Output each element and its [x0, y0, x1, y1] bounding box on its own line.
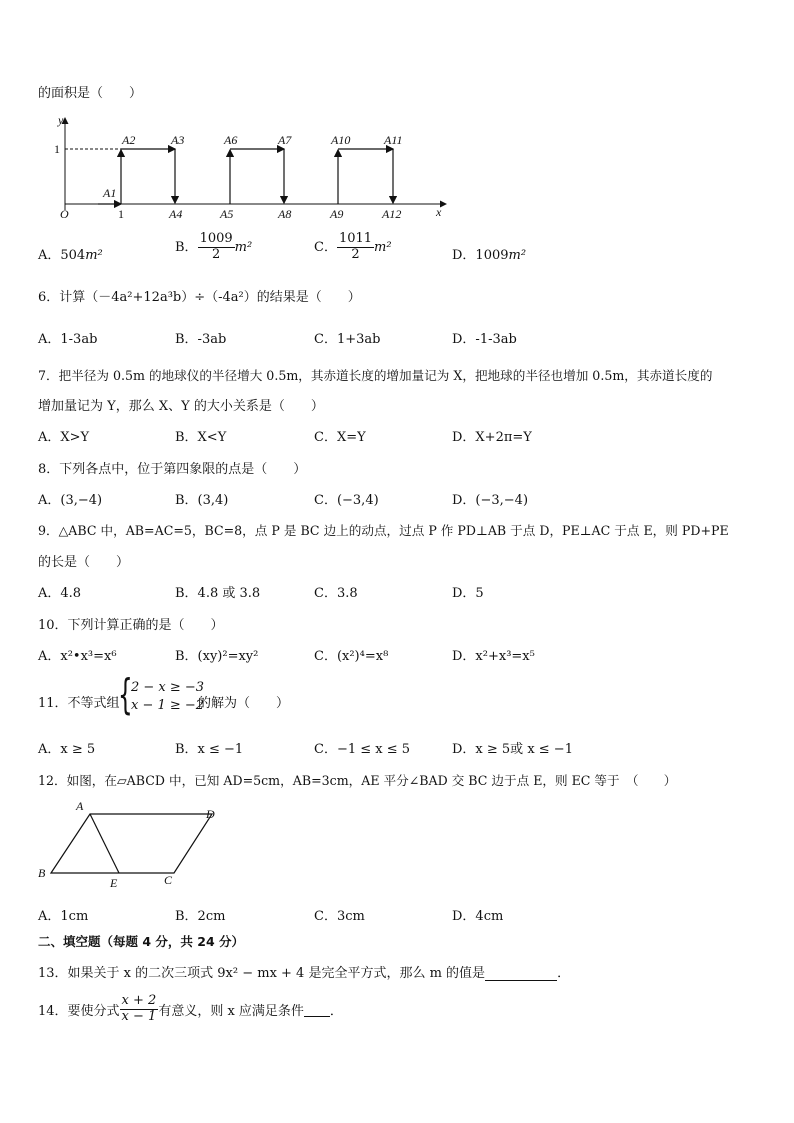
q5-option-d: D．1009m² — [452, 248, 527, 263]
label-A5: A5 — [220, 207, 234, 221]
q8-option-d: D．(−3,−4) — [452, 493, 529, 508]
q6-option-c: C．1+3ab — [314, 332, 381, 347]
q9-option-c: C．3.8 — [314, 586, 358, 601]
q9-stem-line1: 9．△ABC 中，AB=AC=5，BC=8，点 P 是 BC 边上的动点，过点 P 作 PD⊥AB 于点 D，PE⊥AC 于点 E，则 PD+PE — [38, 523, 729, 538]
label-A3: A3 — [171, 133, 185, 147]
q10-option-a: A．x²•x³=x⁶ — [38, 649, 117, 664]
label-one-y: 1 — [54, 142, 60, 156]
q7-stem-line2: 增加量记为 Y，那么 X、Y 的大小关系是（ ） — [38, 399, 324, 414]
q5-figure — [38, 112, 458, 224]
q11-option-a: A．x ≥ 5 — [38, 742, 96, 757]
label-A4: A4 — [169, 207, 183, 221]
q10-option-d: D．x²+x³=x⁵ — [452, 649, 535, 664]
q10-option-b: B．(xy)²=xy² — [175, 649, 259, 664]
q13-answer-blank[interactable] — [485, 965, 557, 981]
parallelogram-ABCD — [51, 814, 212, 873]
q6-option-b: B．-3ab — [175, 332, 227, 347]
q14-stem: 14．要使分式 $\frac{x + 2}{x - 1}$ 有意义，则 x 应满足条件 ． — [38, 993, 343, 1024]
q7-stem-line1: 7．把半径为 0.5m 的地球仪的半径增大 0.5m，其赤道长度的增加量记为 X，把地球的半径也增加 0.5m，其赤道长度的 — [38, 368, 713, 383]
q8-option-c: C．(−3,4) — [314, 493, 379, 508]
q5-option-b: B． $\frac{1009}{2}$ m² — [175, 231, 253, 262]
q7-option-d: D．X+2π=Y — [452, 430, 532, 445]
label-E: E — [110, 876, 118, 890]
q9-stem-line2: 的长是（ ） — [38, 555, 130, 570]
label-x: x — [436, 205, 442, 219]
q8-stem: 8．下列各点中，位于第四象限的点是（ ） — [38, 462, 307, 477]
q5-stem-tail: 的面积是（ ） — [38, 86, 143, 101]
q11-option-b: B．x ≤ −1 — [175, 742, 244, 757]
q6-option-a: A．1-3ab — [38, 332, 98, 347]
label-A6: A6 — [224, 133, 238, 147]
q12-option-c: C．3cm — [314, 909, 365, 924]
label-A7: A7 — [278, 133, 292, 147]
q6-stem: 6．计算（－4a²+12a³b）÷（-4a²）的结果是（ ） — [38, 290, 361, 305]
label-origin: O — [60, 207, 69, 221]
q6-option-d: D．-1-3ab — [452, 332, 517, 347]
q7-option-c: C．X=Y — [314, 430, 366, 445]
q9-option-a: A．4.8 — [38, 586, 82, 601]
label-one-x: 1 — [118, 207, 124, 221]
q10-stem: 10．下列计算正确的是（ ） — [38, 618, 224, 633]
label-A9: A9 — [330, 207, 344, 221]
q9-option-d: D．5 — [452, 586, 484, 601]
label-A11: A11 — [384, 133, 403, 147]
label-A1: A1 — [103, 186, 117, 200]
q13-stem: 13．如果关于 x 的二次三项式 9x² − mx + 4 是完全平方式，那么 m 的值是 ． — [38, 966, 571, 981]
q5-option-a: A．504m² — [38, 248, 103, 263]
label-D: D — [206, 807, 215, 821]
label-A: A — [76, 799, 84, 813]
label-A2: A2 — [122, 133, 136, 147]
q14-answer-blank[interactable] — [304, 1001, 330, 1017]
q11-suffix: 的解为（ ） — [198, 696, 290, 711]
q7-option-b: B．X<Y — [175, 430, 227, 445]
q12-option-a: A．1cm — [38, 909, 89, 924]
q11-row1: 2 − x ≥ −3 — [131, 680, 205, 695]
label-y: y — [58, 113, 64, 127]
q8-option-b: B．(3,4) — [175, 493, 229, 508]
label-A8: A8 — [278, 207, 292, 221]
label-C: C — [164, 873, 173, 887]
q5-option-c: C． $\frac{1011}{2}$ m² — [314, 231, 392, 262]
q12-stem: 12．如图，在▱ABCD 中，已知 AD=5cm，AB=3cm，AE 平分∠BAD 交 BC 边于点 E，则 EC 等于 （ ） — [38, 773, 677, 788]
label-B: B — [38, 866, 46, 880]
q14-fraction: $\frac{x + 2}{x - 1}$ — [121, 993, 157, 1024]
q7-option-a: A．X>Y — [38, 430, 90, 445]
q11-system — [131, 679, 204, 715]
q12-option-b: B．2cm — [175, 909, 226, 924]
label-A12: A12 — [382, 207, 402, 221]
q11-option-d: D．x ≥ 5或 x ≤ −1 — [452, 742, 573, 757]
q11-row2: x − 1 ≥ −2 — [131, 698, 205, 713]
q12-option-d: D．4cm — [452, 909, 504, 924]
section2-title: 二、填空题（每题 4 分，共 24 分） — [38, 934, 245, 949]
q10-option-c: C．(x²)⁴=x⁸ — [314, 649, 389, 664]
q9-option-b: B．4.8 或 3.8 — [175, 586, 261, 601]
q11-brace: { — [118, 670, 133, 719]
segment-AE — [90, 814, 119, 873]
q12-parallelogram-figure — [34, 798, 224, 890]
q11-option-c: C．−1 ≤ x ≤ 5 — [314, 742, 411, 757]
q11-prefix: 11．不等式组 — [38, 696, 120, 711]
q8-option-a: A．(3,−4) — [38, 493, 103, 508]
label-A10: A10 — [331, 133, 351, 147]
